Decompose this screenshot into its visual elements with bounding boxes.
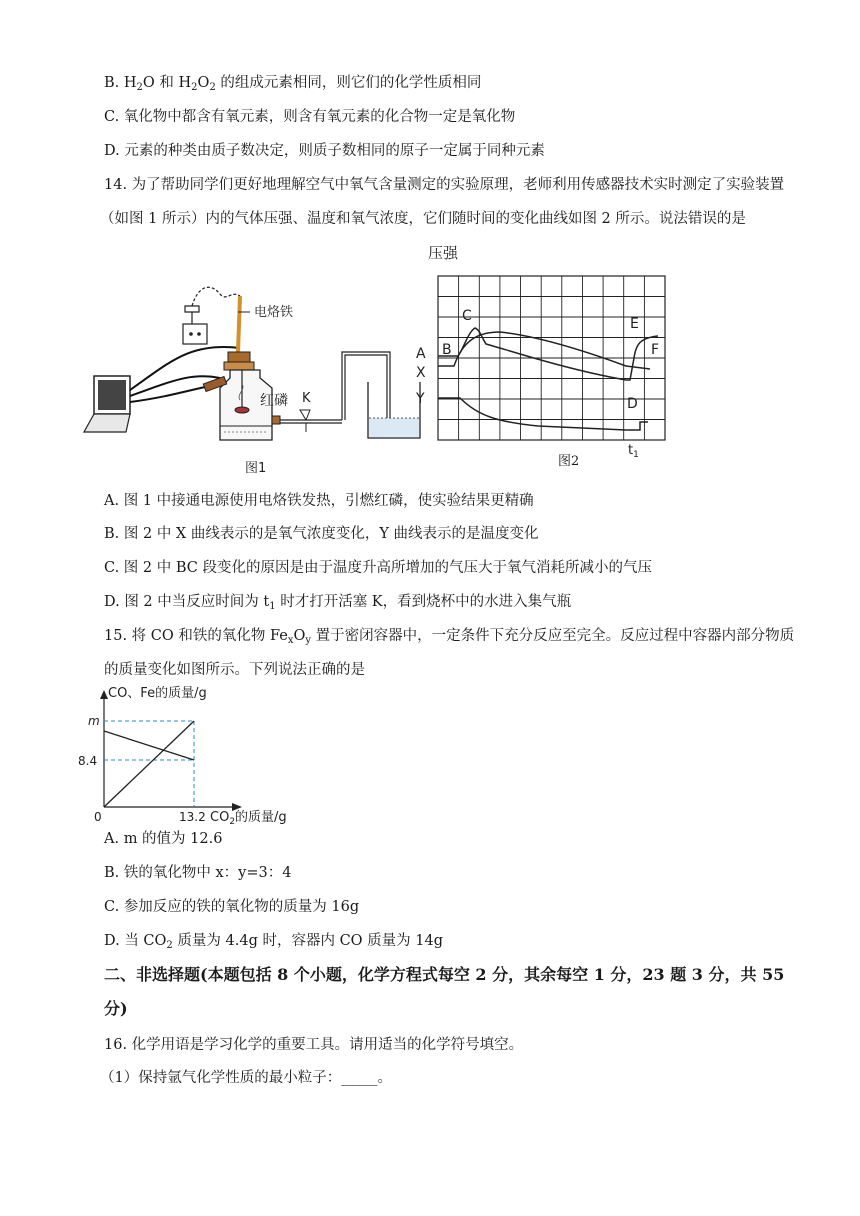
q15-stem-line1: 15. 将 CO 和铁的氧化物 $Fe_xO_y$ 置于密闭容器中，一定条件下充分反应至完全。反应过程中容器内部分物质: [104, 628, 795, 646]
section-2-heading-line2: 分): [104, 999, 128, 1018]
graph-x-label: $CO_2$的质量/g: [210, 810, 287, 827]
figure-1-apparatus: [80, 272, 425, 477]
graph-origin: 0: [94, 810, 102, 824]
q13-option-c: C. 氧化物中都含有氧元素，则含有氧元素的化合物一定是氧化物: [104, 109, 516, 125]
label-red-phosphorus: 红磷: [260, 393, 288, 409]
label-t1: $t_1$: [628, 443, 639, 460]
q14-option-b: B. 图 2 中 X 曲线表示的是氧气浓度变化，Y 曲线表示的是温度变化: [104, 526, 539, 542]
q15-option-d: D. 当 $CO_2$ 质量为 4.4g 时，容器内 CO 质量为 14g: [104, 933, 444, 951]
label-c: C: [462, 308, 472, 324]
q14-stem-line2: （如图 1 所示）内的气体压强、温度和氧气浓度，它们随时间的变化曲线如图 2 所示。说法错误的是: [100, 211, 746, 227]
label-f: F: [651, 342, 660, 358]
figure-2-caption: 图2: [558, 454, 580, 469]
q14-option-d: D. 图 2 中当反应时间为 $t_1$ 时才打开活塞 K，看到烧杯中的水进入集气瓶: [104, 594, 572, 612]
q14-stem-line1: 14. 为了帮助同学们更好地理解空气中氧气含量测定的实验原理，老师利用传感器技术实时测定了实验装置: [104, 177, 785, 193]
q15-option-a: A. m 的值为 12.6: [104, 831, 223, 847]
figure-2-pressure-graph: [408, 240, 678, 465]
q14-option-a: A. 图 1 中接通电源使用电烙铁发热，引燃红磷，使实验结果更精确: [104, 493, 534, 509]
figure-2-title: 压强: [428, 244, 459, 262]
figure-1-caption: 图1: [245, 461, 267, 476]
q15-option-b: B. 铁的氧化物中 x：y=3：4: [104, 865, 292, 881]
q16-sub1: （1）保持氩气化学性质的最小粒子：_____。: [100, 1070, 392, 1086]
graph-tick-8-4: 8.4: [78, 754, 98, 768]
graph-tick-13-2: 13.2: [179, 810, 206, 824]
label-stopcock-k: K: [302, 391, 311, 406]
label-a: A: [416, 346, 426, 362]
label-e: E: [630, 316, 639, 332]
q14-option-c: C. 图 2 中 BC 段变化的原因是由于温度升高所增加的气压大于氧气消耗所减小的气压: [104, 560, 652, 576]
graph-tick-m: m: [88, 714, 100, 728]
label-soldering-iron: 电烙铁: [254, 305, 294, 320]
graph-y-label: CO、Fe的质量/g: [108, 686, 207, 701]
label-x: X: [416, 365, 426, 381]
label-d: D: [627, 396, 638, 412]
q16-stem: 16. 化学用语是学习化学的重要工具。请用适当的化学符号填空。: [104, 1037, 524, 1053]
q15-option-c: C. 参加反应的铁的氧化物的质量为 16g: [104, 899, 360, 915]
q15-stem-line2: 的质量变化如图所示。下列说法正确的是: [104, 662, 365, 678]
label-y: Y: [416, 391, 425, 407]
section-2-heading-line1: 二、非选择题(本题包括 8 个小题，化学方程式每空 2 分，其余每空 1 分，23 题 3 分，共 55: [104, 965, 785, 984]
q15-mass-graph: [80, 685, 310, 825]
q13-option-b: B. $H_2O$ 和 $H_2O_2$ 的组成元素相同，则它们的化学性质相同: [104, 75, 482, 93]
label-b: B: [442, 342, 452, 358]
q13-option-d: D. 元素的种类由质子数决定，则质子数相同的原子一定属于同种元素: [104, 143, 545, 159]
